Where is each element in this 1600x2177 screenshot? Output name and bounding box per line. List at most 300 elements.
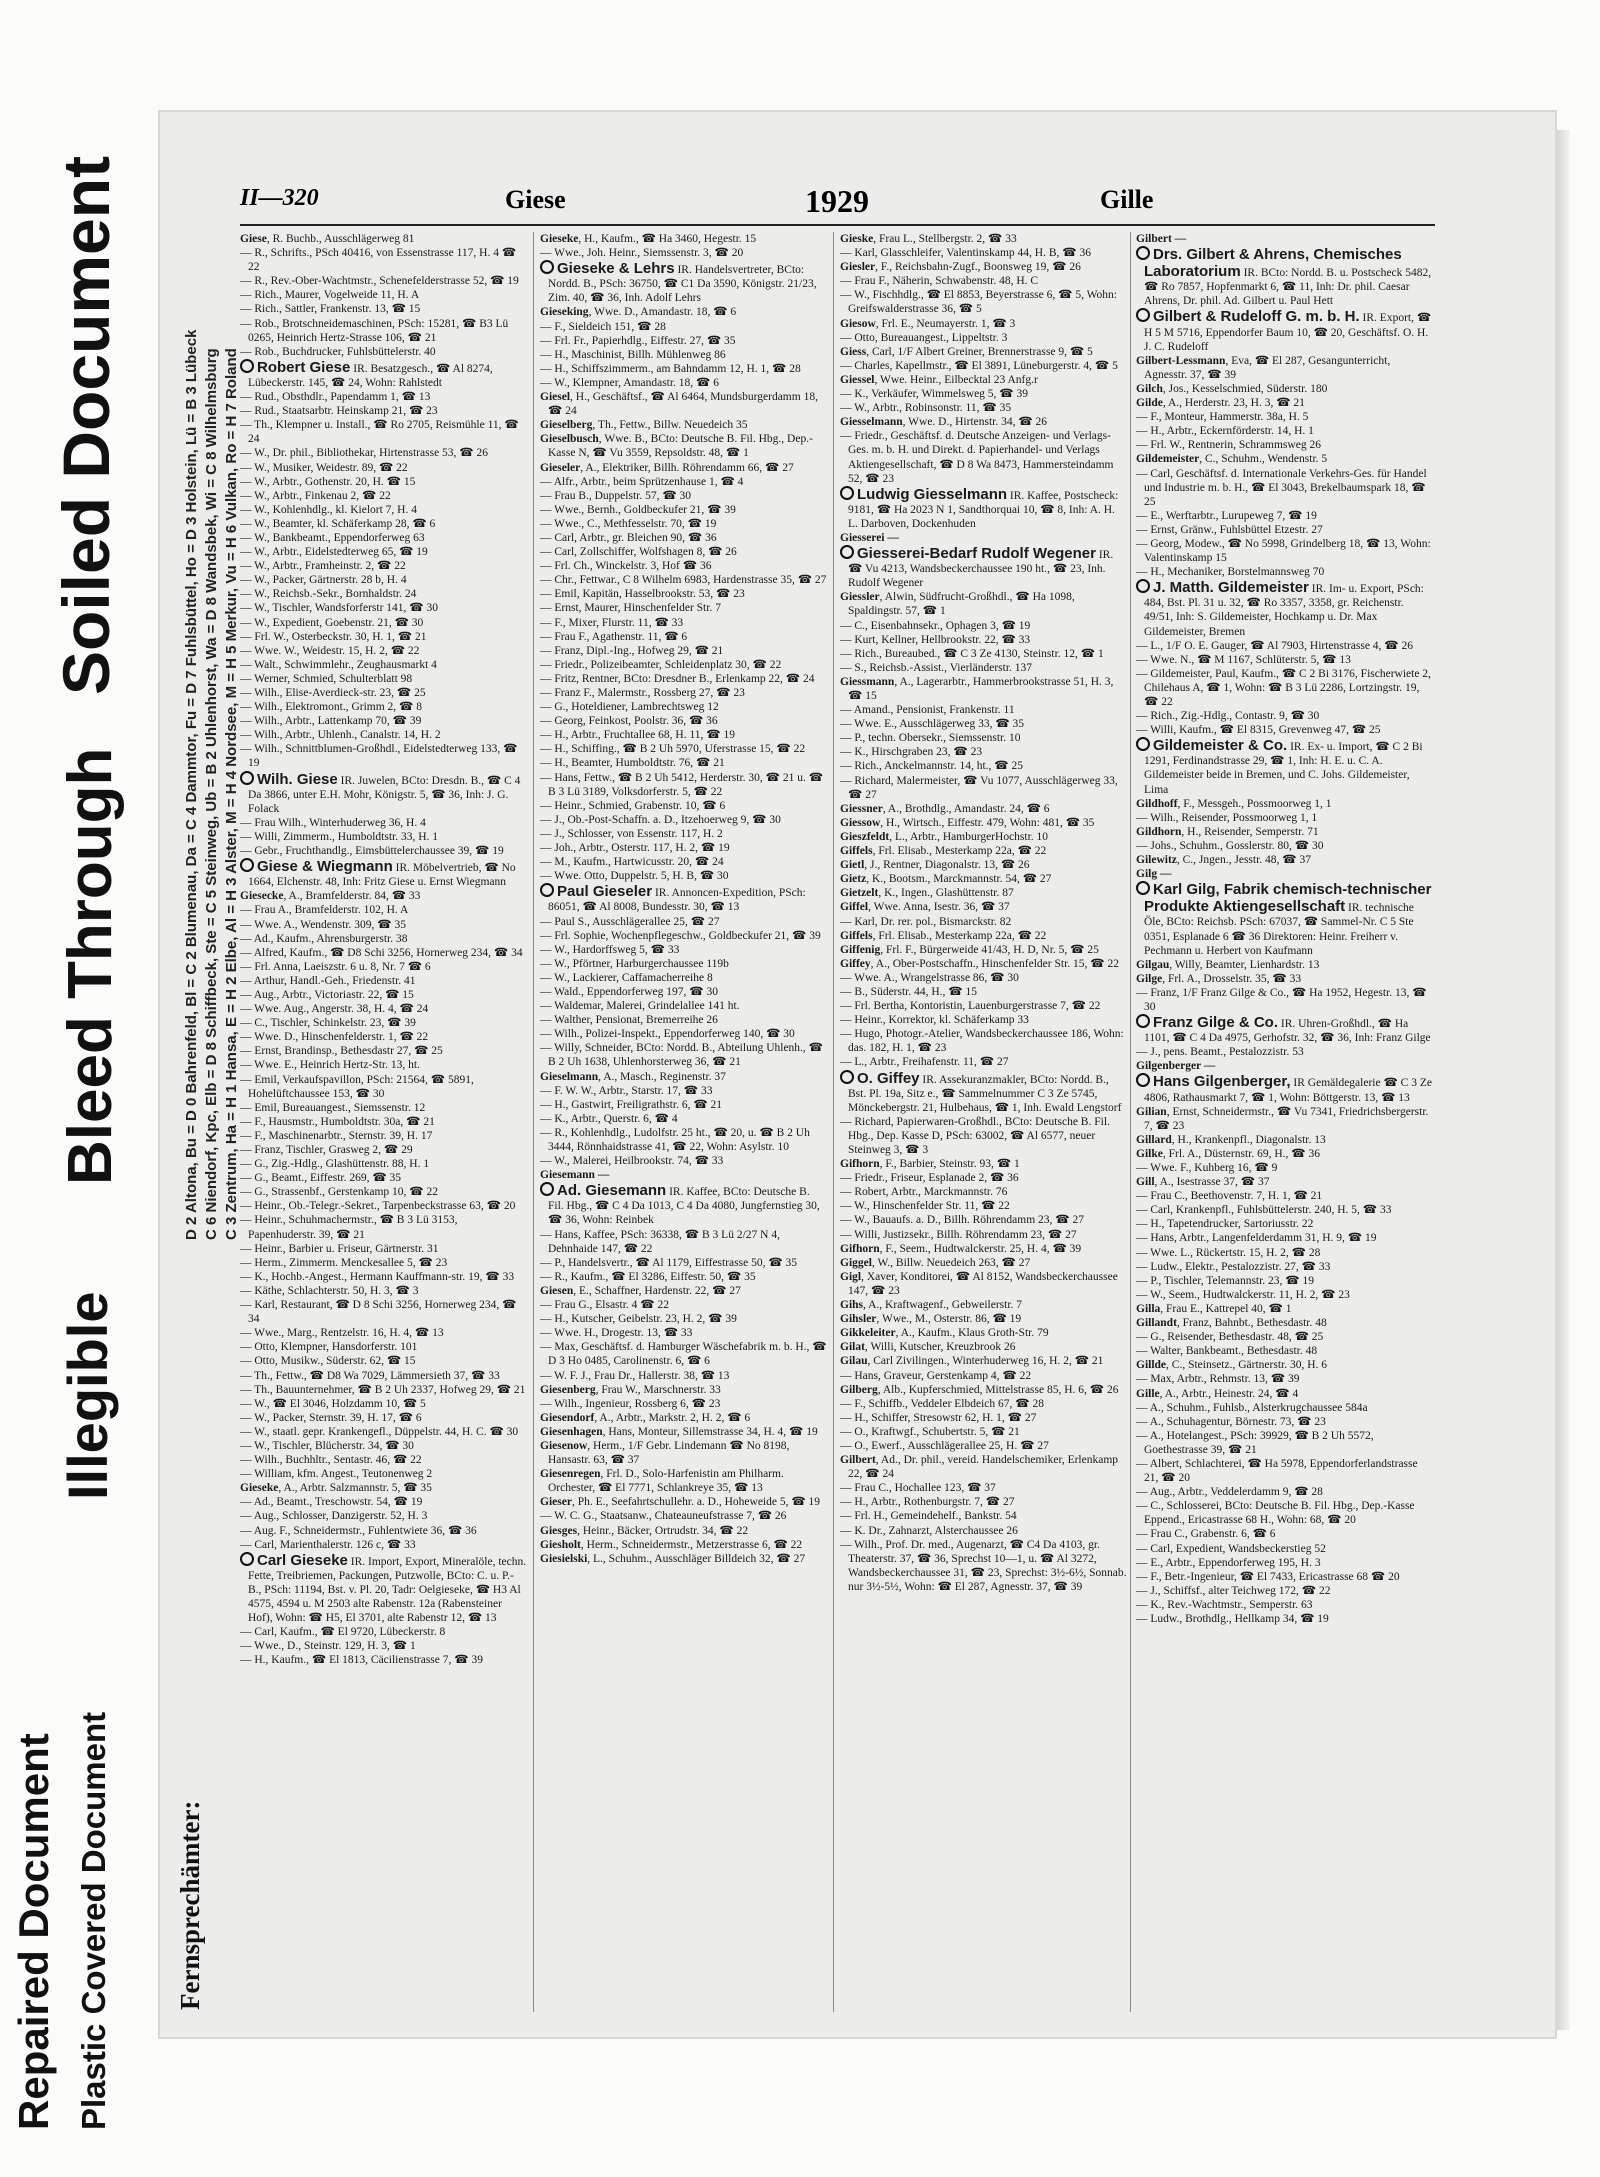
entry-details: , A., Arbtr., Heinestr. 24, ☎ 4 [1159, 1387, 1299, 1400]
directory-entry: — K., Rev.-Wachtmstr., Semperstr. 63 [1136, 1598, 1313, 1611]
entry-details: , K., Bootsm., Marckmannstr. 54, ☎ 27 [866, 873, 1052, 886]
entry-details: , A., Arbtr. Salzmannstr. 5, ☎ 35 [278, 1482, 432, 1495]
directory-entry [540, 883, 827, 914]
surname: Giessmann [840, 675, 895, 688]
surname: Gildemeister [1136, 453, 1200, 466]
directory-entry: — W., Tischler, Blücherstr. 34, ☎ 30 [240, 1439, 414, 1452]
directory-entry: — Wwe. L., Rückertstr. 15, H. 2, ☎ 28 [1136, 1246, 1321, 1259]
firm-name: Carl Gieseke [257, 1551, 348, 1569]
directory-entry [840, 1383, 1127, 1397]
directory-entry [840, 345, 1127, 359]
directory-entry: — W., Arbtr., Robinsonstr. 11, ☎ 35 [840, 402, 1012, 415]
surname: Gihs [840, 1299, 864, 1312]
directory-entry: — H., Schiffing., ☎ B 2 Uh 5970, Uferstrasse 15, ☎ 22 [540, 743, 806, 756]
directory-entry [1136, 579, 1432, 638]
directory-entry: — H., Kaufm., ☎ El 1813, Cäcilienstrasse 7, ☎ 39 [240, 1654, 483, 1667]
surname: Giessel [840, 373, 875, 386]
registered-firm-icon [1136, 246, 1150, 260]
directory-entry [1136, 972, 1432, 986]
directory-entry [1136, 1358, 1432, 1372]
directory-entry: — Hans, Kaffee, PSch: 36338, ☎ B 3 Lü 2/27 N 4, Dehnhaide 147, ☎ 22 [540, 1228, 780, 1255]
surname: Gilke [1136, 1147, 1163, 1160]
directory-entry: — Otto, Musikw., Süderstr. 62, ☎ 15 [240, 1355, 416, 1368]
directory-entry [1136, 797, 1432, 811]
column-divider [833, 232, 834, 2012]
registered-firm-icon [840, 486, 854, 500]
surname: Giffel [840, 901, 869, 914]
surname: Giesenhagen [540, 1425, 603, 1438]
directory-entry: — Frl. Bertha, Kontoristin, Lauenburgerstrasse 7, ☎ 22 [840, 1000, 1101, 1013]
surname: Giesecke [240, 890, 284, 903]
directory-entry: — Wwe. Otto, Duppelstr. 5, H. B, ☎ 30 [540, 870, 729, 883]
directory-entry: — Max, Arbtr., Rehmstr. 13, ☎ 39 [1136, 1373, 1300, 1386]
directory-entry: — Th., Bauunternehmer, ☎ B 2 Uh 2337, Hofweg 29, ☎ 21 [240, 1383, 526, 1396]
registered-firm-icon [1136, 1073, 1150, 1087]
directory-entry [1136, 1105, 1432, 1133]
registered-firm-icon [1136, 881, 1150, 895]
entry-details: , K., Ingen., Glashüttenstr. 87 [878, 887, 1014, 900]
directory-entry: — L., Arbtr., Freihafenstr. 11, ☎ 27 [840, 1056, 1009, 1069]
registered-firm-icon [540, 1182, 554, 1196]
directory-entry: — Walt., Schwimmlehr., Zeughausmarkt 4 [240, 658, 437, 671]
directory-entry: — F., Sieldeich 151, ☎ 28 [540, 320, 666, 333]
surname: Gilch [1136, 382, 1163, 395]
directory-entry: — A., Schuhm., Fuhlsb., Alsterkrugchaussee 584a [1136, 1401, 1368, 1414]
directory-entry [840, 675, 1127, 703]
entry-details: , Ph. E., Seefahrtschullehr. a. D., Hoheweide 5, ☎ 19 [571, 1496, 821, 1509]
directory-entry [840, 830, 1127, 844]
registered-firm-icon [240, 1552, 254, 1566]
directory-entry [540, 1411, 827, 1425]
entry-details: , A., Bramfelderstr. 84, ☎ 33 [283, 890, 421, 903]
surname: Gilian [1136, 1105, 1167, 1118]
surname: Gieseking [540, 306, 589, 319]
firm-name: J. Matth. Gildemeister [1153, 579, 1309, 597]
entry-details: , R. Buchb., Ausschlägerweg 81 [266, 233, 415, 245]
directory-entry: — J., pens. Beamt., Pestalozzistr. 53 [1136, 1046, 1304, 1059]
directory-entry: — Rich., Bureaubed., ☎ C 3 Ze 4130, Steinstr. 12, ☎ 1 [840, 647, 1104, 660]
entry-details: , Willy, Beamter, Lienhardstr. 13 [1169, 958, 1320, 971]
directory-entry [540, 1070, 827, 1084]
exchange-key-line-2: C 6 Niendorf, Kpc, Elb = D 8 Schiffbeck, Ste = C 5 Steinweg, Ub = B 2 Uhlenhorst, Wa = D 8 Wandsbek, Wi = C 8 Wilhelmsburg [203, 348, 220, 1240]
surname: Giessner [840, 802, 883, 815]
surname: Gieszfeldt [840, 830, 890, 843]
directory-entry: — H., Tapetendrucker, Sartoriusstr. 22 [1136, 1218, 1314, 1231]
entry-details: , Ernst, Schneidermstr., ☎ Vu 7341, Friedrichsbergerstr. 7, ☎ 23 [1144, 1105, 1429, 1132]
directory-entry [540, 1383, 827, 1397]
directory-entry: — Wwe. F., Kuhberg 16, ☎ 9 [1136, 1162, 1278, 1174]
surname: Giffey [840, 957, 871, 970]
directory-entry: — Frl. W., Rentnerin, Schrammsweg 26 [1136, 439, 1321, 452]
directory-entry [1136, 867, 1432, 881]
firm-name: Wilh. Giese [257, 770, 338, 788]
entry-details: , H., Kaufm., ☎ Ha 3460, Hegestr. 15 [578, 233, 757, 245]
entry-details: , F., Messgeh., Possmoorweg 1, 1 [1177, 797, 1332, 810]
directory-entry: — Wwe. A., Wendenstr. 309, ☎ 35 [240, 918, 406, 931]
directory-entry: — W., Fischhdlg., ☎ El 8853, Beyerstrasse 6, ☎ 5, Wohn: Greifswalderstrasse 36, ☎ 5 [840, 289, 1117, 316]
registered-firm-icon [240, 771, 254, 785]
directory-entry: — Frau Wilh., Winterhuderweg 36, H. 4 [240, 816, 426, 829]
directory-entry: — Wwe., D., Steinstr. 129, H. 3, ☎ 1 [240, 1640, 416, 1653]
firm-details: IR. Annoncen-Expedition, PSch: 86051, ☎ Al 8008, Bundesstr. 30, ☎ 13 [548, 887, 806, 914]
directory-entry: — W., Packer, Gärtnerstr. 28 b, H. 4 [240, 574, 407, 587]
firm-name: Karl Gilg, Fabrik chemisch-technischer Produkte Aktiengesellschaft [1144, 881, 1432, 916]
directory-entry: — Rich., Maurer, Vogelweide 11, H. A [240, 289, 420, 302]
directory-entry [1136, 737, 1432, 796]
directory-entry [540, 432, 827, 460]
directory-entry: — R., Rev.-Ober-Wachtmstr., Schenefelderstrasse 52, ☎ 19 [240, 275, 519, 288]
directory-column-3 [840, 232, 1127, 2012]
directory-entry: — G., Strassenbf., Gerstenkamp 10, ☎ 22 [240, 1186, 438, 1199]
entry-details: , A., Kraftwagenf., Gebweilerstr. 7 [863, 1299, 1023, 1312]
directory-entry: — Herm., Zimmerm. Menckesallee 5, ☎ 23 [240, 1256, 448, 1269]
directory-entry: — Carl, Marienthalerstr. 126 c, ☎ 33 [240, 1538, 416, 1551]
directory-entry: — Kurt, Kellner, Hellbrookstr. 22, ☎ 33 [840, 633, 1031, 646]
firm-details: IR. technische Öle, BCto: Reichsb. PSch: 67037, ☎ Sammel-Nr. C 5 Ste 0351, Esplanade 6 ☎ 36 Direktoren: Heinr. Freiherr v. Pechmann u. Herbert von Kaufmann [1144, 902, 1414, 957]
firm-name: Franz Gilge & Co. [1153, 1014, 1279, 1032]
directory-entry: — Alfr., Arbtr., beim Sprützenhause 1, ☎ 4 [540, 475, 744, 488]
directory-entry: — F., Schiffb., Veddeler Elbdeich 67, ☎ 28 [840, 1397, 1044, 1410]
directory-entry: — Ernst, Gränw., Fuhlsbüttel Etzestr. 27 [1136, 523, 1323, 536]
surname: Giesielski [540, 1552, 588, 1565]
surname: Giesholt [540, 1538, 581, 1551]
directory-entry: — W., Tischler, Wandsforferstr 141, ☎ 30 [240, 602, 438, 615]
surname: Gilbert [840, 1454, 876, 1467]
directory-entry: — J., Ob.-Post-Schaffn. a. D., Itzehoerweg 9, ☎ 30 [540, 813, 781, 826]
entry-details: , Ad., Dr. phil., vereid. Handelschemiker, Erlenkamp 22, ☎ 24 [848, 1454, 1119, 1481]
header-year: 1929 [805, 183, 869, 219]
directory-entry [1136, 1014, 1432, 1045]
entry-details: , Willi, Kutscher, Kreuzbrook 26 [864, 1341, 1016, 1354]
directory-entry [1136, 246, 1432, 308]
directory-entry [840, 1340, 1127, 1354]
entry-details: , Frau L., Stellbergstr. 2, ☎ 33 [873, 233, 1017, 245]
entry-details: , H., Reisender, Semperstr. 71 [1181, 825, 1319, 838]
entry-details: , Th., Fettw., Billw. Neuedeich 35 [592, 419, 748, 432]
surname: Giessow [840, 816, 881, 829]
firm-details: IR. Import, Export, Mineralöle, techn. Fette, Treibriemen, Packungen, Putzwolle, BCto: C. u. P.-B., PSch: 11194, Bst. v. Pl. 20, Tadr: Oelgieseke, ☎ H3 Al 4575, 4594 u. M 2503 alte Rabenstr. 12a (Rabensteiner Hof), Wohn: ☎ H5, El 3701, alte Rabenstr 12, ☎ 13 [248, 1555, 527, 1625]
directory-entry: — H., Arbtr., Eckernförderstr. 14, H. 1 [1136, 425, 1314, 438]
directory-entry: — G., Zig.-Hdlg., Glashüttenstr. 88, H. 1 [240, 1158, 430, 1171]
directory-entry: — F. W. W., Arbtr., Starstr. 17, ☎ 33 [540, 1084, 713, 1097]
header-last-name: Gille [1100, 185, 1154, 214]
surname: Gillandt [1136, 1317, 1177, 1330]
directory-entry [540, 1284, 827, 1298]
directory-entry: — G., Hoteldiener, Lambrechtsweg 12 [540, 701, 719, 714]
directory-entry: — Wilh., Reisender, Possmoorweg 1, 1 [1136, 811, 1318, 824]
surname: Gillde [1136, 1359, 1167, 1372]
directory-entry: — Johs., Schuhm., Gosslerstr. 80, ☎ 30 [1136, 839, 1324, 852]
surname: Gilberg [840, 1383, 878, 1396]
directory-entry: — Carl, Arbtr., gr. Bleichen 90, ☎ 36 [540, 531, 717, 544]
surname: Gigl [840, 1270, 862, 1283]
directory-entry: — Carl, Kaufm., ☎ El 9720, Lübeckerstr. 8 [240, 1626, 446, 1639]
directory-entry: — H., Schiffer, Stresowstr 62, H. 1, ☎ 27 [840, 1411, 1037, 1424]
surname: Gifhorn [840, 1242, 880, 1255]
directory-entry: — Frau C., Hochallee 123, ☎ 37 [840, 1482, 996, 1495]
surname: Gieselbusch [540, 433, 599, 446]
directory-entry [240, 232, 527, 246]
directory-entry: — R., Kohlenhdlg., Ludolfstr. 25 ht., ☎ 20, u. ☎ B 2 Uh 3444, Rönnhaidstrasse 41, ☎ 22, Wohn: Asylstr. 10 [540, 1126, 810, 1153]
directory-entry: — Franz F., Malermstr., Rossberg 27, ☎ 23 [540, 687, 745, 699]
directory-entry: — C., Schlosserei, BCto: Deutsche B. Fil. Hbg., Dep.-Kasse Eppend., Ericastrasse 68 H., Wohn: 68, ☎ 20 [1136, 1500, 1415, 1527]
entry-details: , F., Seem., Hudtwalckerstr. 25, H. 4, ☎ 39 [879, 1242, 1082, 1255]
directory-entry: — O., Kraftwgf., Schubertstr. 5, ☎ 21 [840, 1425, 1020, 1438]
registered-firm-icon [840, 545, 854, 559]
directory-entry: — W., Lackierer, Caffamacherreihe 8 [540, 971, 713, 984]
directory-entry [540, 390, 827, 418]
directory-entry [840, 1312, 1127, 1326]
directory-entry [1136, 1059, 1432, 1073]
directory-entry: — Albert, Schlachterei, ☎ Ha 5978, Eppendorferlandstrasse 21, ☎ 20 [1136, 1457, 1418, 1485]
registered-firm-icon [1136, 1014, 1150, 1028]
directory-entry: — W., Hardorffsweg 5, ☎ 33 [540, 943, 680, 956]
page-header [240, 185, 1440, 225]
entry-details: , Frau E., Kattrepel 40, ☎ 1 [1160, 1302, 1292, 1315]
directory-entry [240, 359, 527, 390]
directory-entry [1136, 881, 1432, 957]
directory-entry: — J., Schiffsf., alter Teichweg 172, ☎ 22 [1136, 1584, 1331, 1597]
directory-entry [1136, 1175, 1432, 1189]
surname: Giggel [840, 1256, 872, 1269]
directory-entry: — W., Pförtner, Harburgerchaussee 119b [540, 957, 729, 970]
entry-details: , A., Lagerarbtr., Hammerbrookstrasse 51, H. 3, ☎ 15 [848, 675, 1114, 702]
registered-firm-icon [840, 1070, 854, 1084]
surname: Giessler [840, 591, 880, 604]
directory-entry: — W., Klempner, Amandastr. 18, ☎ 6 [540, 376, 720, 389]
header-rule [240, 224, 1435, 226]
directory-entry: — Friedr., Polizeibeamter, Schleidenplatz 30, ☎ 22 [540, 658, 782, 671]
directory-entry: — Carl, Geschäftsf. d. Internationale Verkehrs-Ges. für Handel und Industrie m. b. H., ☎ El 3043, Brekelbaumspark 18, ☎ 25 [1136, 467, 1427, 508]
surname: Giffels [840, 929, 873, 942]
entry-details: , Frl. F., Bürgerweide 41/43, H. D, Nr. 5, ☎ 25 [880, 943, 1099, 956]
directory-entry: — William, kfm. Angest., Teutonenweg 2 [240, 1468, 433, 1481]
directory-entry [840, 1157, 1127, 1171]
directory-entry: — P., Handelsvertr., ☎ Al 1179, Eiffestrasse 50, ☎ 35 [540, 1256, 798, 1269]
directory-entry [1136, 396, 1432, 410]
directory-entry: — Wilh., Schnittblumen-Großhdl., Eidelstedterweg 133, ☎ 19 [240, 743, 518, 770]
directory-entry: — A., Schuhagentur, Börnestr. 73, ☎ 23 [1136, 1415, 1326, 1428]
directory-entry [540, 1182, 827, 1227]
entry-details: , Carl, 1/F Albert Greiner, Brennerstrasse 9, ☎ 5 [866, 345, 1093, 358]
directory-entry: — P., Tischler, Telemannstr. 23, ☎ 19 [1136, 1274, 1315, 1287]
firm-details: IR. ☎ Vu 4213, Wandsbeckerchaussee 190 ht., ☎ 23, Inh. Rudolf Wegener [848, 549, 1114, 590]
directory-entry: — Aug., Arbtr., Veddelerdamm 9, ☎ 28 [1136, 1486, 1323, 1499]
surname: Gikkeleiter [840, 1327, 896, 1340]
entry-details: , A., Isestrasse 37, ☎ 37 [1154, 1176, 1270, 1189]
directory-entry [840, 1270, 1127, 1298]
label-repaired-document: Repaired Document [10, 1733, 57, 2130]
directory-entry: — W., Expedient, Goebenstr. 21, ☎ 30 [240, 616, 424, 629]
directory-entry: — Rob., Brotschneidemaschinen, PSch: 15281, ☎ B3 Lü 0265, Heinrich Hertz-Strasse 106, ☎ 21 [240, 317, 509, 344]
firm-details: IR. Handelsvertreter, BCto: Nordd. B., PSch: 36750, ☎ C1 Da 3590, Königstr. 21/23, Zim. 40, ☎ 36, Inh. Adolf Lehrs [548, 264, 817, 305]
entry-details: , Frl. Elisab., Mesterkamp 22a, ☎ 22 [872, 929, 1047, 942]
directory-entry: — Rich., Anckelmannstr. 14, ht., ☎ 25 [840, 760, 1023, 773]
surname: Giesel [540, 391, 571, 404]
surname: Gieselberg [540, 419, 593, 432]
surname: Gilge [1136, 972, 1163, 985]
firm-details: IR. Juwelen, BCto: Dresdn. B., ☎ C 4 Da 3866, unter E.H. Mohr, Königstr. 5, ☎ 36, Inh: J. G. Folack [248, 774, 521, 815]
directory-entry [840, 590, 1127, 618]
firm-name: Giesserei-Bedarf Rudolf Wegener [857, 545, 1096, 563]
directory-entry [1136, 1133, 1432, 1147]
directory-entry: — Wwe. Aug., Angerstr. 38, H. 4, ☎ 24 [240, 1003, 429, 1016]
directory-entry: — H., Schiffszimmerm., am Bahndamm 12, H. 1, ☎ 28 [540, 362, 801, 375]
directory-entry: — Wilh., Buchhltr., Sentastr. 46, ☎ 22 [240, 1454, 422, 1467]
directory-entry [1136, 1302, 1432, 1316]
directory-entry: — Wilh., Elektromont., Grimm 2, ☎ 8 [240, 701, 422, 714]
directory-entry [840, 802, 1127, 816]
directory-entry: — Ernst, Brandinsp., Bethesdastr 27, ☎ 25 [240, 1045, 443, 1058]
directory-entry [540, 305, 827, 319]
surname: Gieselmann [540, 1070, 599, 1083]
surname: Gieseke [240, 1482, 279, 1495]
directory-entry [1136, 1147, 1432, 1161]
firm-name: Gildemeister & Co. [1153, 737, 1288, 755]
entry-details: , Wwe. B., BCto: Deutsche B. Fil. Hbg., Dep.-Kasse N, ☎ Vu 3559, Repsoldstr. 48, ☎ 1 [548, 433, 813, 460]
directory-entry: — W. F. J., Frau Dr., Hallerstr. 38, ☎ 13 [540, 1369, 730, 1382]
directory-entry: — H., Kutscher, Geibelstr. 23, H. 2, ☎ 39 [540, 1313, 737, 1326]
directory-entry [1136, 958, 1432, 972]
directory-entry [840, 900, 1127, 914]
directory-entry [840, 1354, 1127, 1368]
directory-entry: — Franz, Tischler, Grasweg 2, ☎ 29 [240, 1144, 413, 1156]
label-bleed-through: Bleed Through [56, 747, 125, 1185]
registered-firm-icon [1136, 579, 1150, 593]
directory-entry [1136, 354, 1432, 382]
directory-entry: — Frau G., Elsastr. 4 ☎ 22 [540, 1299, 669, 1312]
entry-details: , Wwe. D., Hirtenstr. 34, ☎ 26 [902, 416, 1048, 429]
directory-entry: — P., techn. Obersekr., Siemssenstr. 10 [840, 732, 1021, 745]
directory-entry: — Frau B., Duppelstr. 57, ☎ 30 [540, 489, 692, 502]
firm-details: IR. Ex- u. Import, ☎ C 2 Bi 1291, Ferdinandstrasse 29, ☎ 1, Inh: H. E. u. C. A. Gildemeister beide in Bremen, und C. Johs. Gildemeister, Lima [1144, 741, 1423, 796]
directory-entry: — Hans, Graveur, Gerstenkamp 4, ☎ 22 [840, 1369, 1032, 1382]
surname: Gilde [1136, 397, 1163, 410]
directory-entry [840, 1453, 1127, 1481]
directory-entry: — Aug., Arbtr., Victoriastr. 22, ☎ 15 [240, 988, 414, 1001]
directory-entry: — Emil, Verkaufspavillon, PSch: 21564, ☎ 5891, Hohelüftchaussee 153, ☎ 30 [240, 1073, 474, 1100]
firm-name: Giese & Wiegmann [257, 858, 393, 876]
directory-entry [240, 858, 527, 889]
surname: Gilgenberger — [1136, 1060, 1216, 1073]
surname: Gifhorn [840, 1158, 880, 1171]
surname: Giffenig [840, 943, 881, 956]
directory-entry: — Joh., Arbtr., Osterstr. 117, H. 2, ☎ 19 [540, 842, 730, 855]
directory-entry: — Otto, Klempner, Hansdorferstr. 101 [240, 1341, 418, 1354]
directory-entry [1136, 825, 1432, 839]
directory-entry: — W., Bauaufs. a. D., Billh. Röhrendamm 23, ☎ 27 [840, 1214, 1084, 1227]
surname: Gieseke [540, 233, 579, 245]
surname: Giesler [840, 261, 876, 274]
directory-entry: — Emil, Bureauangest., Siemssenstr. 12 [240, 1101, 426, 1114]
surname: Giese [240, 233, 267, 245]
directory-entry: — W., Arbtr., Framheinstr. 2, ☎ 22 [240, 560, 406, 573]
entry-details: , Carl Zivilingen., Winterhuderweg 16, H. 2, ☎ 21 [867, 1355, 1104, 1368]
directory-entry: — Wilh., Polizei-Inspekt., Eppendorferweg 140, ☎ 30 [540, 1028, 795, 1041]
directory-column-1 [240, 232, 527, 2012]
directory-entry: — Willy, Schneider, BCto: Nordd. B., Abteilung Uhlenh., ☎ B 2 Uh 1638, Uhlenhorsterweg 36, ☎ 21 [540, 1042, 823, 1069]
registered-firm-icon [240, 858, 254, 872]
directory-entry [540, 1168, 827, 1182]
directory-entry: — Heinr., Schuhmachermstr., ☎ B 3 Lü 3153, Papenhuderstr. 39, ☎ 21 [240, 1214, 458, 1241]
entry-details: , Wwe., M., Osterstr. 86, ☎ 19 [876, 1313, 1022, 1326]
directory-entry: — B., Süderstr. 44, H., ☎ 15 [840, 985, 977, 998]
firm-details: IR. Im- u. Export, PSch: 484, Bst. Pl. 31 u. 32, ☎ Ro 3357, 3358, gr. Reichenstr. 49/51, Inh: S. Gildemeister, Hochkamp u. Dr. Max Gildemeister, Bremen [1144, 583, 1424, 638]
directory-entry: — W., Musiker, Weidestr. 89, ☎ 22 [240, 461, 408, 474]
directory-entry [840, 1298, 1127, 1312]
directory-entry: — K., Hochb.-Angest., Hermann Kauffmann-str. 19, ☎ 33 [240, 1270, 515, 1283]
surname: Gietl [840, 859, 865, 872]
directory-entry [840, 1256, 1127, 1270]
directory-entry: — Robert, Arbtr., Marckmannstr. 76 [840, 1186, 1008, 1199]
surname: Giesendorf [540, 1411, 595, 1424]
directory-entry [840, 486, 1127, 531]
directory-entry [1136, 853, 1432, 867]
directory-entry: — W., Seem., Hudtwalckerstr. 11, H. 2, ☎ 23 [1136, 1288, 1350, 1301]
directory-entry: — Hugo, Photogr.-Atelier, Wandsbeckerchaussee 186, Wohn: das. 182, H. 1, ☎ 23 [840, 1028, 1124, 1055]
directory-entry [540, 1495, 827, 1509]
surname: Giesserei — [840, 531, 899, 544]
surname: Gietzelt [840, 887, 879, 900]
entry-details: , Heinr., Bäcker, Ortrudstr. 34, ☎ 22 [577, 1524, 749, 1537]
entry-details: , A., Elektriker, Billh. Röhrendamm 66, ☎ 27 [580, 461, 794, 474]
firm-details: IR. Kaffee, BCto: Deutsche B. Fil. Hbg., ☎ C 4 Da 1013, C 4 Da 4080, Jungfernstieg 30, ☎ 36, Wohn: Reinbek [548, 1186, 820, 1227]
directory-entry [840, 232, 1127, 246]
directory-entry: — Frl. Ch., Winckelstr. 3, Hof ☎ 36 [540, 560, 712, 573]
directory-entry: — Ludw., Brothdlg., Hellkamp 34, ☎ 19 [1136, 1613, 1329, 1625]
directory-entry [540, 232, 827, 246]
directory-entry: — Hans, Fettw., ☎ B 2 Uh 5412, Herderstr. 30, ☎ 21 u. ☎ B 3 Lü 3189, Volksdorferstr. 5, ☎ 22 [540, 771, 824, 798]
directory-entry: — Frl. W., Osterbeckstr. 30, H. 1, ☎ 21 [240, 630, 427, 643]
surname: Gilla [1136, 1302, 1161, 1315]
exchange-key-line-1: D 2 Altona, Bu = D 0 Bahrenfeld, Bl = C 2 Blumenau, Da = C 4 Dammtor, Fu = D 7 Fuhlsbüttel, Ho = D 3 Holstein, Lü = B 3 Lübeck [183, 329, 200, 1240]
entry-details: , J., Rentner, Diagonalstr. 13, ☎ 26 [864, 859, 1030, 872]
directory-entry: — Richard, Malermeister, ☎ Vu 1077, Ausschlägerweg 33, ☎ 27 [840, 774, 1118, 801]
surname: Gildhorn [1136, 825, 1182, 838]
directory-entry: — Heinr., Barbier u. Friseur, Gärtnerstr. 31 [240, 1242, 439, 1255]
surname: Gihsler [840, 1313, 877, 1326]
directory-entry: — W., Packer, Sternstr. 39, H. 17, ☎ 6 [240, 1411, 422, 1424]
directory-entry: — Wwe. H., Drogestr. 13, ☎ 33 [540, 1327, 693, 1340]
directory-entry: — Rob., Buchdrucker, Fuhlsbüttelerstr. 40 [240, 345, 436, 358]
label-plastic-covered-document: Plastic Covered Document [75, 1711, 112, 2130]
directory-entry: — Willi, Zimmerm., Humboldtstr. 33, H. 1 [240, 830, 439, 843]
firm-details: IR. Uhren-Großhdl., ☎ Ha 1101, ☎ C 4 Da 4975, Gerhofstr. 32, ☎ 36, Inh: Franz Gilge [1144, 1018, 1431, 1045]
surname: Gieseler [540, 461, 581, 474]
entry-details: , Wwe. Heinr., Eilbecktal 23 Anfg.r [874, 373, 1038, 386]
directory-entry: — Friedr., Geschäftsf. d. Deutsche Anzeigen- und Verlags-Ges. m. b. H. und Direkt. d. Papierhandel- und Verlags Aktiengesellschaft, ☎ D 8 Wa 8473, Hammersteindamm 52, ☎ 23 [840, 430, 1114, 485]
directory-entry: — Frau C., Beethovenstr. 7, H. 1, ☎ 21 [1136, 1190, 1323, 1203]
directory-entry: — Arthur, Handl.-Geh., Friedenstr. 41 [240, 974, 416, 987]
directory-entry: — L., 1/F O. E. Gauger, ☎ Al 7903, Hirtenstrasse 4, ☎ 26 [1136, 639, 1414, 652]
entry-details: , L., Arbtr., HamburgerHochstr. 10 [889, 830, 1049, 843]
directory-entry: — Franz, Dipl.-Ing., Hofweg 29, ☎ 21 [540, 644, 724, 657]
entry-details: , C., Jngen., Jesstr. 48, ☎ 37 [1176, 854, 1311, 867]
directory-entry: — W., Dr. phil., Bibliothekar, Hirtenstrasse 53, ☎ 26 [240, 447, 488, 460]
directory-entry: — Chr., Fettwar., C 8 Wilhelm 6983, Hardenstrasse 35, ☎ 27 [540, 574, 827, 587]
directory-entry: — C., Tischler, Schinkelstr. 23, ☎ 39 [240, 1017, 416, 1030]
directory-entry: — K., Hirschgraben 23, ☎ 23 [840, 746, 983, 759]
entry-details: , W., Billw. Neuedeich 263, ☎ 27 [871, 1256, 1031, 1269]
directory-entry: — S., Reichsb.-Assist., Vierländerstr. 137 [840, 661, 1033, 674]
directory-entry: — F., Maschinenarbtr., Sternstr. 39, H. 17 [240, 1129, 433, 1142]
firm-details: IR. Möbelvertrieb, ☎ No 1664, Elchenstr. 48, Inh: Fritz Giese u. Ernst Wiegmann [248, 862, 516, 889]
directory-entry [540, 461, 827, 475]
directory-entry: — Käthe, Schlachterstr. 50, H. 3, ☎ 3 [240, 1284, 419, 1297]
surname: Giesenow [540, 1439, 588, 1452]
directory-entry: — Rud., Staatsarbtr. Heinskamp 21, ☎ 23 [240, 405, 438, 418]
directory-entry: — Amand., Pensionist, Frankenstr. 11 [840, 704, 1015, 717]
